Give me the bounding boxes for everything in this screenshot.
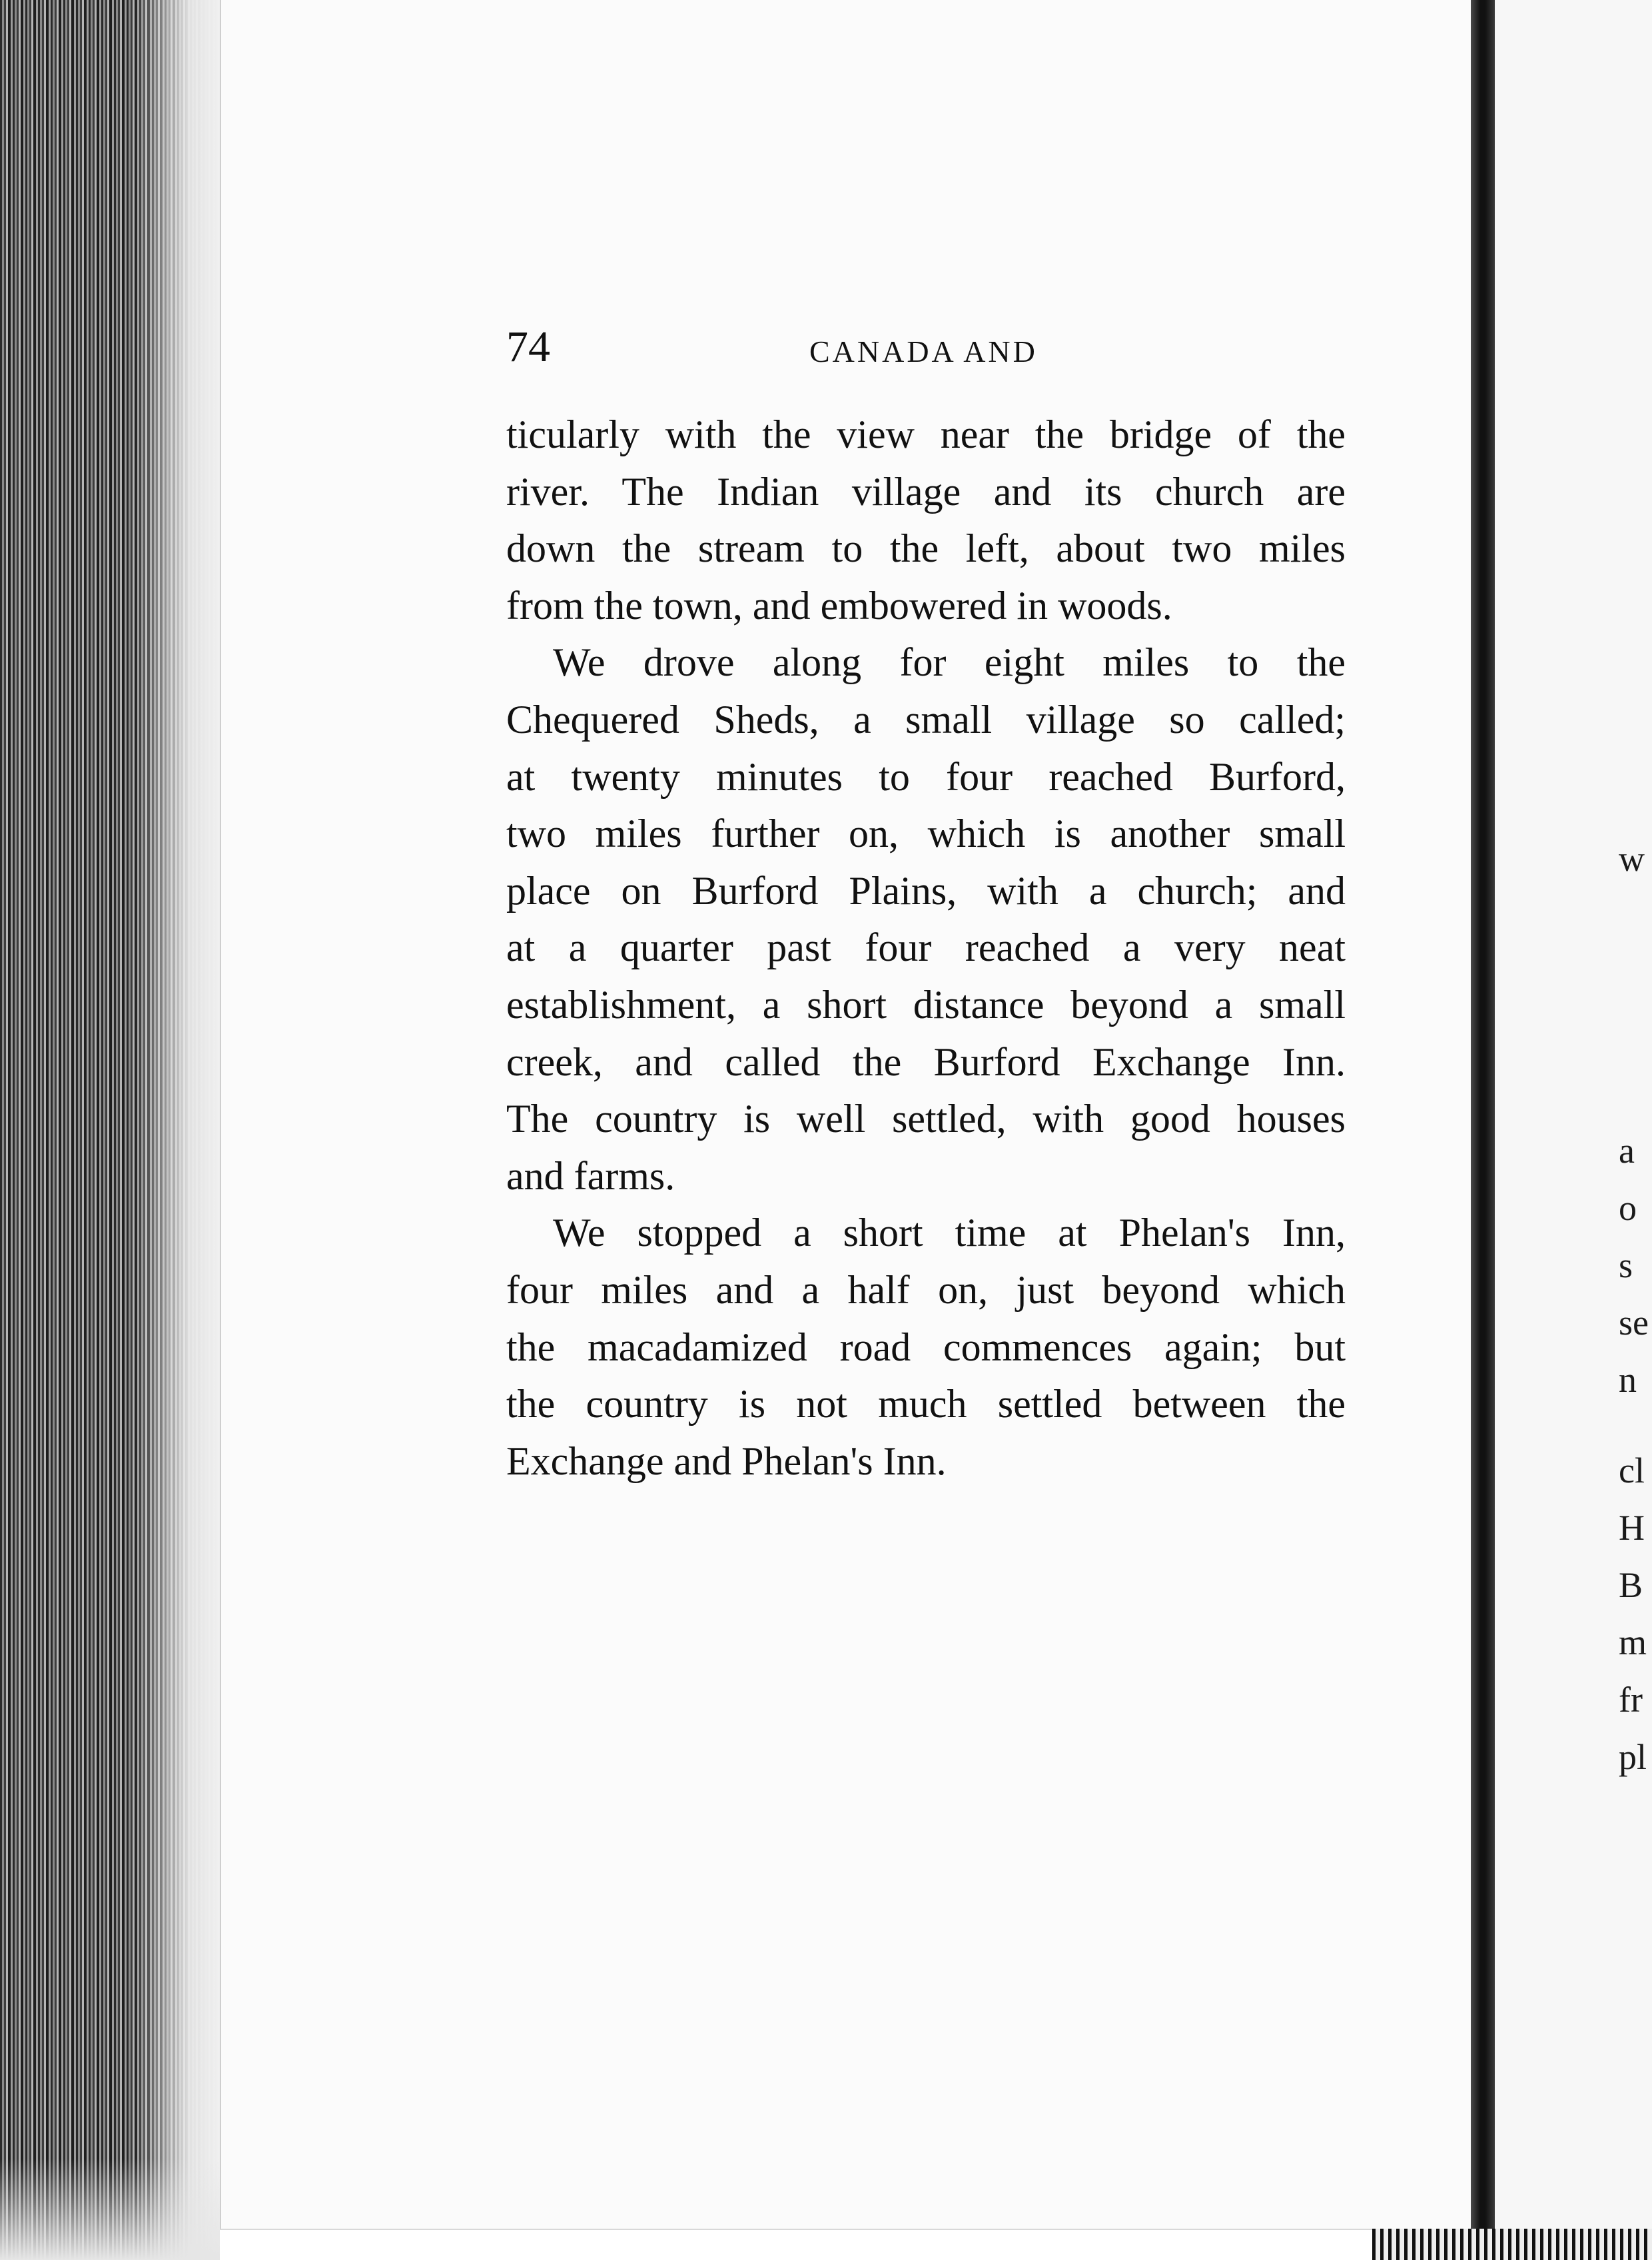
text-line: place on Burford Plains, with a church; and [506, 868, 1346, 913]
text-line: from the town, and embowered in woods. [506, 583, 1172, 628]
facing-page-fragment: B [1619, 1565, 1643, 1605]
text-line: and farms. [506, 1153, 675, 1198]
book-edge-bottom [0, 2159, 226, 2260]
facing-page-fragment: fr [1619, 1680, 1643, 1720]
facing-page-fragment: m [1619, 1622, 1647, 1662]
page-number: 74 [506, 322, 550, 371]
book-gutter [1471, 0, 1495, 2260]
text-line: establishment, a short distance beyond a small [506, 982, 1346, 1027]
facing-page-fragment: o [1619, 1188, 1637, 1228]
text-line: Exchange and Phelan's Inn. [506, 1438, 947, 1483]
facing-page-fragment: H [1619, 1508, 1645, 1548]
running-head: CANADA AND [809, 334, 1038, 368]
text-line: Chequered Sheds, a small village so called; [506, 697, 1346, 742]
text-line: down the stream to the left, about two miles [506, 526, 1346, 571]
text-line: at twenty minutes to four reached Burford, [506, 754, 1346, 799]
text-line: ticularly with the view near the bridge of the [506, 412, 1346, 456]
page-bottom-edge [220, 2229, 1372, 2260]
text-line: river. The Indian village and its church are [506, 469, 1346, 514]
text-line: at a quarter past four reached a very neat [506, 925, 1346, 970]
facing-page-fragment: a [1619, 1131, 1635, 1171]
facing-page-fragment: pl [1619, 1737, 1647, 1777]
facing-page-fragment: s [1619, 1245, 1633, 1285]
text-line: We drove along for eight miles to the [553, 640, 1346, 685]
text-line: two miles further on, which is another small [506, 812, 1346, 856]
facing-page [1495, 0, 1652, 2229]
text-line: four miles and a half on, just beyond which [506, 1267, 1346, 1312]
text-line: We stopped a short time at Phelan's Inn, [553, 1211, 1346, 1255]
facing-page-fragment: cl [1619, 1450, 1645, 1490]
text-line: the macadamized road commences again; but [506, 1325, 1346, 1369]
body-text [506, 406, 1346, 1490]
text-line: The country is well settled, with good houses [506, 1097, 1346, 1141]
facing-page-fragment: n [1619, 1360, 1637, 1400]
facing-page-fragment: w [1619, 839, 1645, 879]
book-bottom-edges [1372, 2229, 1652, 2260]
book-edge-shading [133, 0, 226, 2260]
facing-page-fragment: se [1619, 1303, 1649, 1343]
text-line: creek, and called the Burford Exchange Inn. [506, 1039, 1346, 1084]
text-line: the country is not much settled between the [506, 1382, 1346, 1426]
